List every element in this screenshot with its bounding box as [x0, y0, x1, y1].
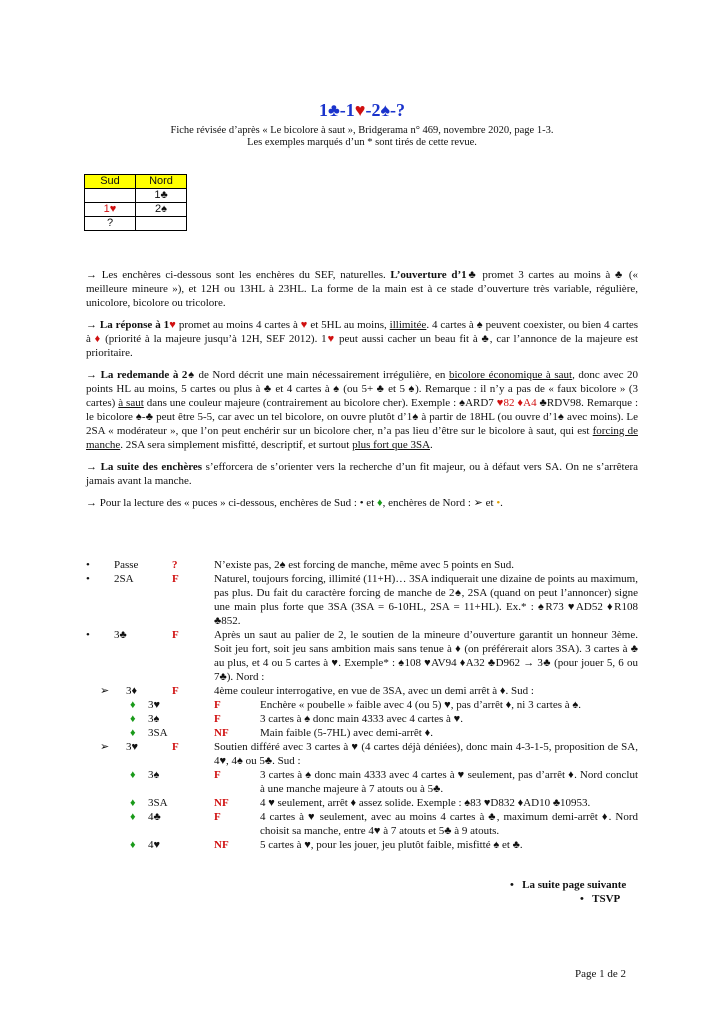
bid-cell: 1♥	[85, 203, 136, 217]
subtitle-line-2: Les exemples marqués d’un * sont tirés de cette revue.	[247, 137, 477, 148]
list-item: ♦ 3SA NF 4 ♥ seulement, arrêt ♦ assez solide. Exemple : ♠83 ♥D832 ♦AD10 ♣10953.	[130, 797, 591, 809]
list-item: ➢ 3♥ F Soutien différé avec 3 cartes à ♥ (4 cartes déjà déniées), donc main 4-3-1-5, proposition de SA, 4♥, 4♠ ou 5♣. Sud :	[100, 741, 638, 767]
bid-cell: 2♠	[136, 203, 187, 217]
continued-next-page: La suite page suivante	[522, 879, 627, 891]
bid-list	[86, 558, 638, 852]
list-item: ➢ 3♦ F 4ème couleur interrogative, en vue de 3SA, avec un demi arrêt à ♦. Sud :	[100, 685, 534, 697]
turn-over: TSVP	[592, 893, 621, 905]
bid-cell	[85, 189, 136, 203]
page-number: Page 1 de 2	[575, 968, 627, 980]
bidding-table	[84, 174, 187, 231]
list-item: ♦ 4♣ F 4 cartes à ♥ seulement, avec au moins 4 cartes à ♣, maximum demi-arrêt ♦. Nord choisit sa manche, entre 4♥ à 7 atouts et 5♣ à 9 atouts.	[130, 811, 638, 837]
paragraph-opening: → Les enchères ci-dessous sont les enchères du SEF, naturelles. L’ouverture d’1♣ promet 3 cartes au moins à ♣ (« meilleure mineure »), et 12H ou 13HL à 23HL. La forme de la main est à ce stade d’ouverture très variable, régulière, unicolore, bicolore ou tricolore.	[86, 269, 638, 309]
bid-cell: 1♣	[136, 189, 187, 203]
paragraph-response: → La réponse à 1♥ promet au moins 4 cartes à ♥ et 5HL au moins, illimitée. 4 cartes à ♠ peuvent coexister, ou bien 4 cartes à ♦ (priorité à la majeure jusqu’à 12H, SEF 2012). 1♥ peut aussi cacher un beau fit à ♣, car l’annonce de la majeure est prioritaire.	[86, 319, 639, 359]
list-item: ♦ 3♠ F 3 cartes à ♠ donc main 4333 avec 4 cartes à ♥ seulement, pas d’arrêt ♦. Nord conclut à une manche majeure à 7 atouts ou à 5♣.	[130, 769, 638, 795]
subtitle-line-1: Fiche révisée d’après « Le bicolore à saut », Bridgerama n° 469, novembre 2020, page 1-3.	[170, 125, 554, 136]
header-sud: Sud	[85, 175, 136, 189]
list-item: • 2SA F Naturel, toujours forcing, illimité (11+H)… 3SA indiquerait une dizaine de points au maximum, pas plus. Du fait du caractère forcing de manche de 2♠, 2SA (quand on peut l’annoncer) signe une main plus forte que 3SA (3SA = 6-10HL, 2SA = 11+HL). Ex.* : ♠R73 ♥AD52 ♦R108 ♣852.	[86, 573, 638, 627]
paragraph-continuation: → La suite des enchères s’efforcera de s’orienter vers la recherche d’un fit majeur, ou à défaut vers SA. On ne s’arrêtera jamais avant la manche.	[86, 461, 638, 487]
list-item: ♦ 3♠ F 3 cartes à ♠ donc main 4333 avec 4 cartes à ♥.	[130, 713, 463, 725]
subtitle	[0, 125, 724, 149]
list-item: • Passe ? N’existe pas, 2♠ est forcing de manche, même avec 5 points en Sud.	[86, 559, 515, 571]
list-item: ♦ 4♥ NF 5 cartes à ♥, pour les jouer, jeu plutôt faible, misfitté ♠ et ♣.	[130, 839, 523, 851]
list-item: ♦ 3♥ F Enchère « poubelle » faible avec 4 (ou 5) ♥, pas d’arrêt ♦, ni 3 cartes à ♠.	[130, 699, 581, 711]
continued-note: • La suite page suivante • TSVP	[510, 879, 627, 905]
paragraph-rebid: → La redemande à 2♠ de Nord décrit une main nécessairement irrégulière, en bicolore économique à saut, donc avec 20 points HL au moins, 5 cartes ou plus à ♣ et 4 cartes à ♠ (ou 5+ ♣ et 5 ♠). Remarque : il n’y a pas de « faux bicolore » (3 cartes) à saut dans une couleur majeure (contrairement au bicolore cher). Exemple : ♠ARD7 ♥82 ♦A4 ♣RDV98. Remarque : le bicolore ♠-♣ peut être 5-5, car avec un tel bicolore, on ouvre plutôt d’1♠ à partir de 18HL (ou ouvre d’1♠ avec moins). Le 2SA « modérateur », que l’on peut enchérir sur un bicolore cher, n’a pas lieu d’être sur le bicolore à saut, qui est forcing de manche. 2SA sera simplement misfitté, descriptif, et surtout plus fort que 3SA.	[86, 369, 639, 451]
list-item: • 3♣ F Après un saut au palier de 2, le soutien de la mineure d’ouverture garantit un honneur 3ème. Soit jeu fort, soit jeu sans ambition mais sans tenue à ♦ (on préférerait alors 3SA). 3 cartes à ♣ au plus, et 4 ou 5 cartes à ♥. Exemple* : ♠108 ♥AV94 ♦A32 ♣D962 → 3♣ (pour jouer 5, 6 ou 7♣). Nord :	[86, 629, 638, 683]
explanation-text	[86, 268, 638, 518]
page-title: 1♣-1♥-2♠-?	[318, 100, 406, 120]
header-nord: Nord	[136, 175, 187, 189]
bid-cell: ?	[85, 217, 136, 231]
bid-cell	[136, 217, 187, 231]
paragraph-legend: → Pour la lecture des « puces » ci-dessous, enchères de Sud : • et ♦, enchères de Nord : ➢ et •.	[86, 497, 503, 509]
list-item: ♦ 3SA NF Main faible (5-7HL) avec demi-arrêt ♦.	[130, 727, 433, 739]
